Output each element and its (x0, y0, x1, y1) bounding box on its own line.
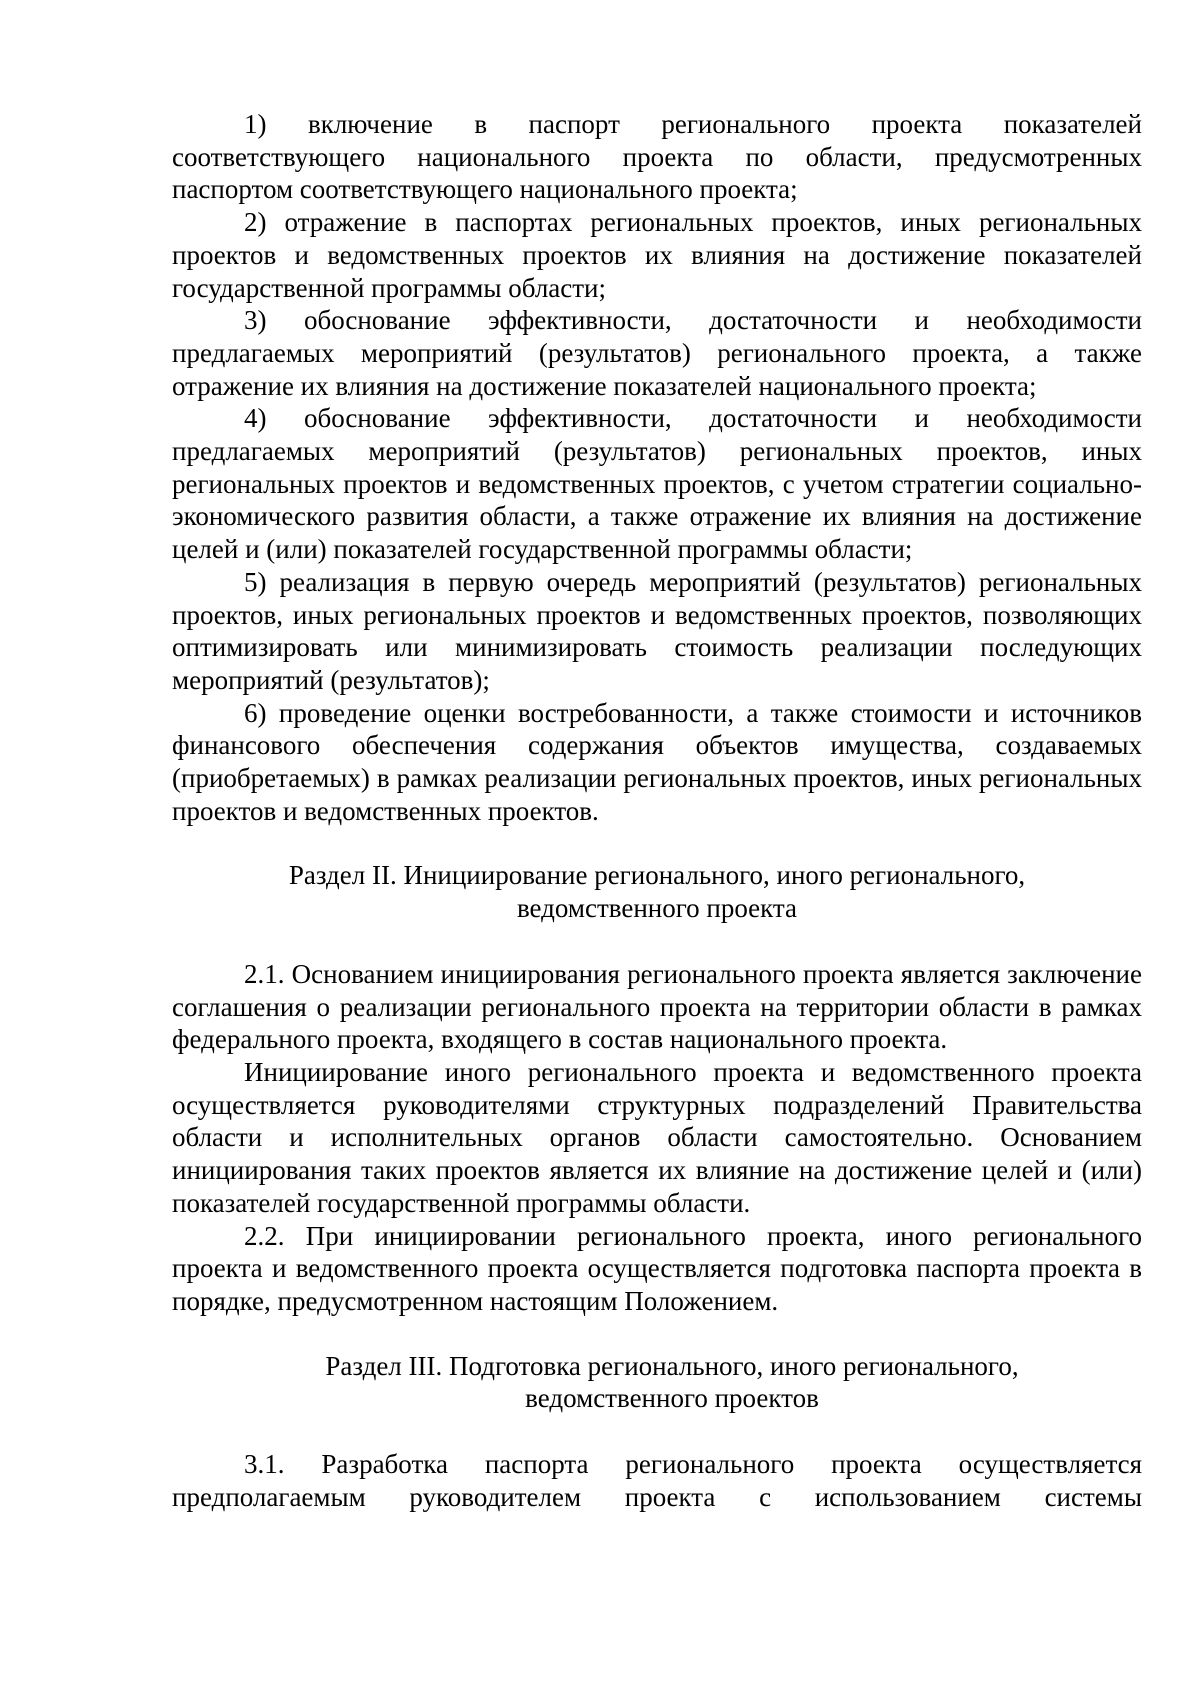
list-item-2: 2) отражение в паспортах региональных проектов, иных региональных проектов и ведомственных проектов их влияния на достижение показателей государственной программы области; (172, 207, 1142, 303)
section-3-heading-line-1: Раздел III. Подготовка регионального, иного регионального, (325, 1350, 1019, 1381)
list-item-6: 6) проведение оценки востребованности, а также стоимости и источников финансового обеспечения содержания объектов имущества, создаваемых (приобретаемых) в рамках реализации региональных проектов, иных региональных проектов и ведомственных проектов. (172, 697, 1142, 826)
list-item-1: 1) включение в паспорт регионального проекта показателей соответствующего национального проекта по области, предусмотренных паспортом соответствующего национального проекта; (172, 109, 1142, 205)
list-item-4: 4) обоснование эффективности, достаточности и необходимости предлагаемых мероприятий (результатов) региональных проектов, иных региональных проектов и ведомственных проектов, с учетом стратегии социально-экономического развития области, а также отражение их влияния на достижение целей и (или) показателей государственной программы области; (172, 403, 1142, 565)
section-2-heading-line-1: Раздел II. Инициирование регионального, иного регионального, (288, 860, 1026, 891)
section-3-paragraph-1: 3.1. Разработка паспорта регионального проекта осуществляется предполагаемым руководителем проекта с использованием системы (172, 1449, 1142, 1512)
section-2-paragraph-2: Инициирование иного регионального проекта и ведомственного проекта осуществляется руководителями структурных подразделений Правительства области и исполнительных органов области самостоятельно. Основанием инициирования таких проектов является их влияние на достижение целей и (или) показателей государственной программы области. (172, 1056, 1142, 1218)
section-2-paragraph-1: 2.1. Основанием инициирования регионального проекта является заключение соглашения о реализации регионального проекта на территории области в рамках федерального проекта, входящего в состав национального проекта. (172, 958, 1142, 1055)
list-item-3: 3) обоснование эффективности, достаточности и необходимости предлагаемых мероприятий (результатов) регионального проекта, а также отражение их влияния на достижение показателей национального проекта; (172, 305, 1142, 401)
document-page (172, 108, 1142, 1513)
section-3-heading-line-2: ведомственного проектов (525, 1383, 819, 1414)
section-2-heading-line-2: ведомственного проекта (516, 893, 798, 924)
list-item-5: 5) реализация в первую очередь мероприятий (результатов) региональных проектов, иных региональных проектов и ведомственных проектов, позволяющих оптимизировать или минимизировать стоимость реализации последующих мероприятий (результатов); (172, 566, 1142, 695)
section-2-heading (172, 859, 1142, 924)
section-3-heading (172, 1350, 1142, 1415)
section-2-paragraph-3: 2.2. При инициировании регионального проекта, иного регионального проекта и ведомственного проекта осуществляется подготовка паспорта проекта в порядке, предусмотренном настоящим Положением. (172, 1220, 1142, 1316)
